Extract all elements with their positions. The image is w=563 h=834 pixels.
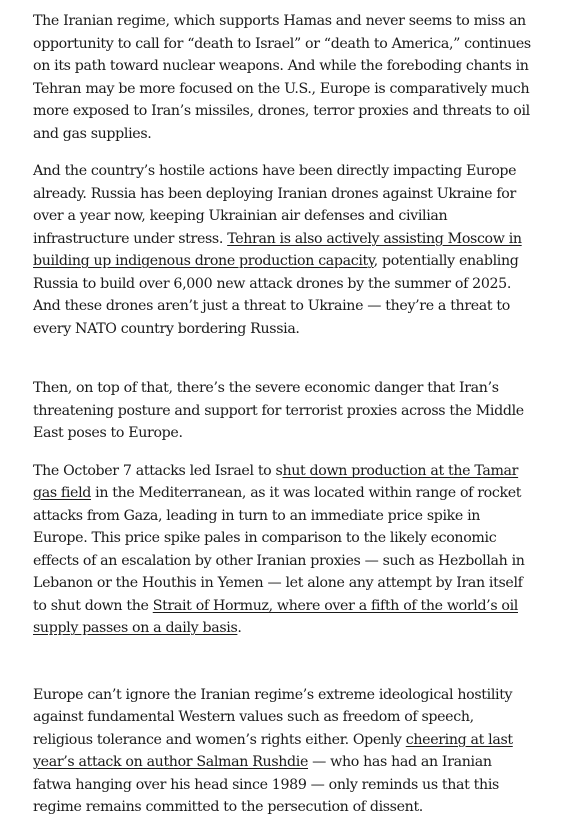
paragraph-5 <box>33 684 531 819</box>
link-salman-rushdie[interactable]: cheering at last year’s attack on author Salman Rushdie <box>33 731 513 770</box>
paragraph-2 <box>33 160 531 340</box>
paragraph-3 <box>33 377 531 445</box>
paragraph-text: in the Mediterranean, as it was located within range of rocket attacks from Gaza, leading in turn to an immediate price spike in Europe. This price spike pales in comparison to the likely economic effects of an escalation by other Iranian proxies — such as Hezbollah in Lebanon or the Houthis in Yemen — let alone any attempt by Iran itself to shut down the <box>33 485 525 614</box>
link-drone-production[interactable]: Tehran is also actively assisting Moscow in building up indigenous drone production capacity <box>33 230 522 269</box>
article-body <box>33 10 531 834</box>
paragraph-text: The Iranian regime, which supports Hamas and never seems to miss an opportunity to call for “death to Israel” or “death to America,” continues on its path toward nuclear weapons. And while the foreboding chants in Tehran may be more focused on the U.S., Europe is comparatively much more exposed to Iran’s missiles, drones, terror proxies and threats to oil and gas supplies. <box>33 13 531 142</box>
paragraph-1 <box>33 10 531 145</box>
paragraph-text: — who has had an Iranian fatwa hanging over his head since 1989 — only reminds us that this regime remains committed to the persecution of dissent. <box>33 754 499 815</box>
paragraph-text: Europe can’t ignore the Iranian regime’s extreme ideological hostility against fundamental Western values such as freedom of speech, religious tolerance and women’s rights either. Openly <box>33 686 513 748</box>
paragraph-text: , potentially enabling Russia to build over 6,000 new attack drones by the summer of 2025. And these drones aren’t just a threat to Ukraine — they’re a threat to every NATO country bordering Russia. <box>33 253 519 337</box>
paragraph-text: Then, on top of that, there’s the severe economic danger that Iran’s threatening posture and support for terrorist proxies across the Middle East poses to Europe. <box>33 380 524 441</box>
paragraph-text: The October 7 attacks led Israel to s <box>33 462 283 479</box>
paragraph-text: . <box>237 620 242 636</box>
paragraph-4 <box>33 460 531 640</box>
link-strait-of-hormuz[interactable]: Strait of Hormuz, where over a fifth of the world’s oil supply passes on a daily basis <box>33 597 518 636</box>
paragraph-text: And the country’s hostile actions have been directly impacting Europe already. Russia has been deploying Iranian drones against Ukraine for over a year now, keeping Ukrainian air defenses and civilian infrastructure under stress. <box>33 163 517 247</box>
link-tamar-gas-field[interactable]: hut down production at the Tamar gas field <box>33 462 519 501</box>
